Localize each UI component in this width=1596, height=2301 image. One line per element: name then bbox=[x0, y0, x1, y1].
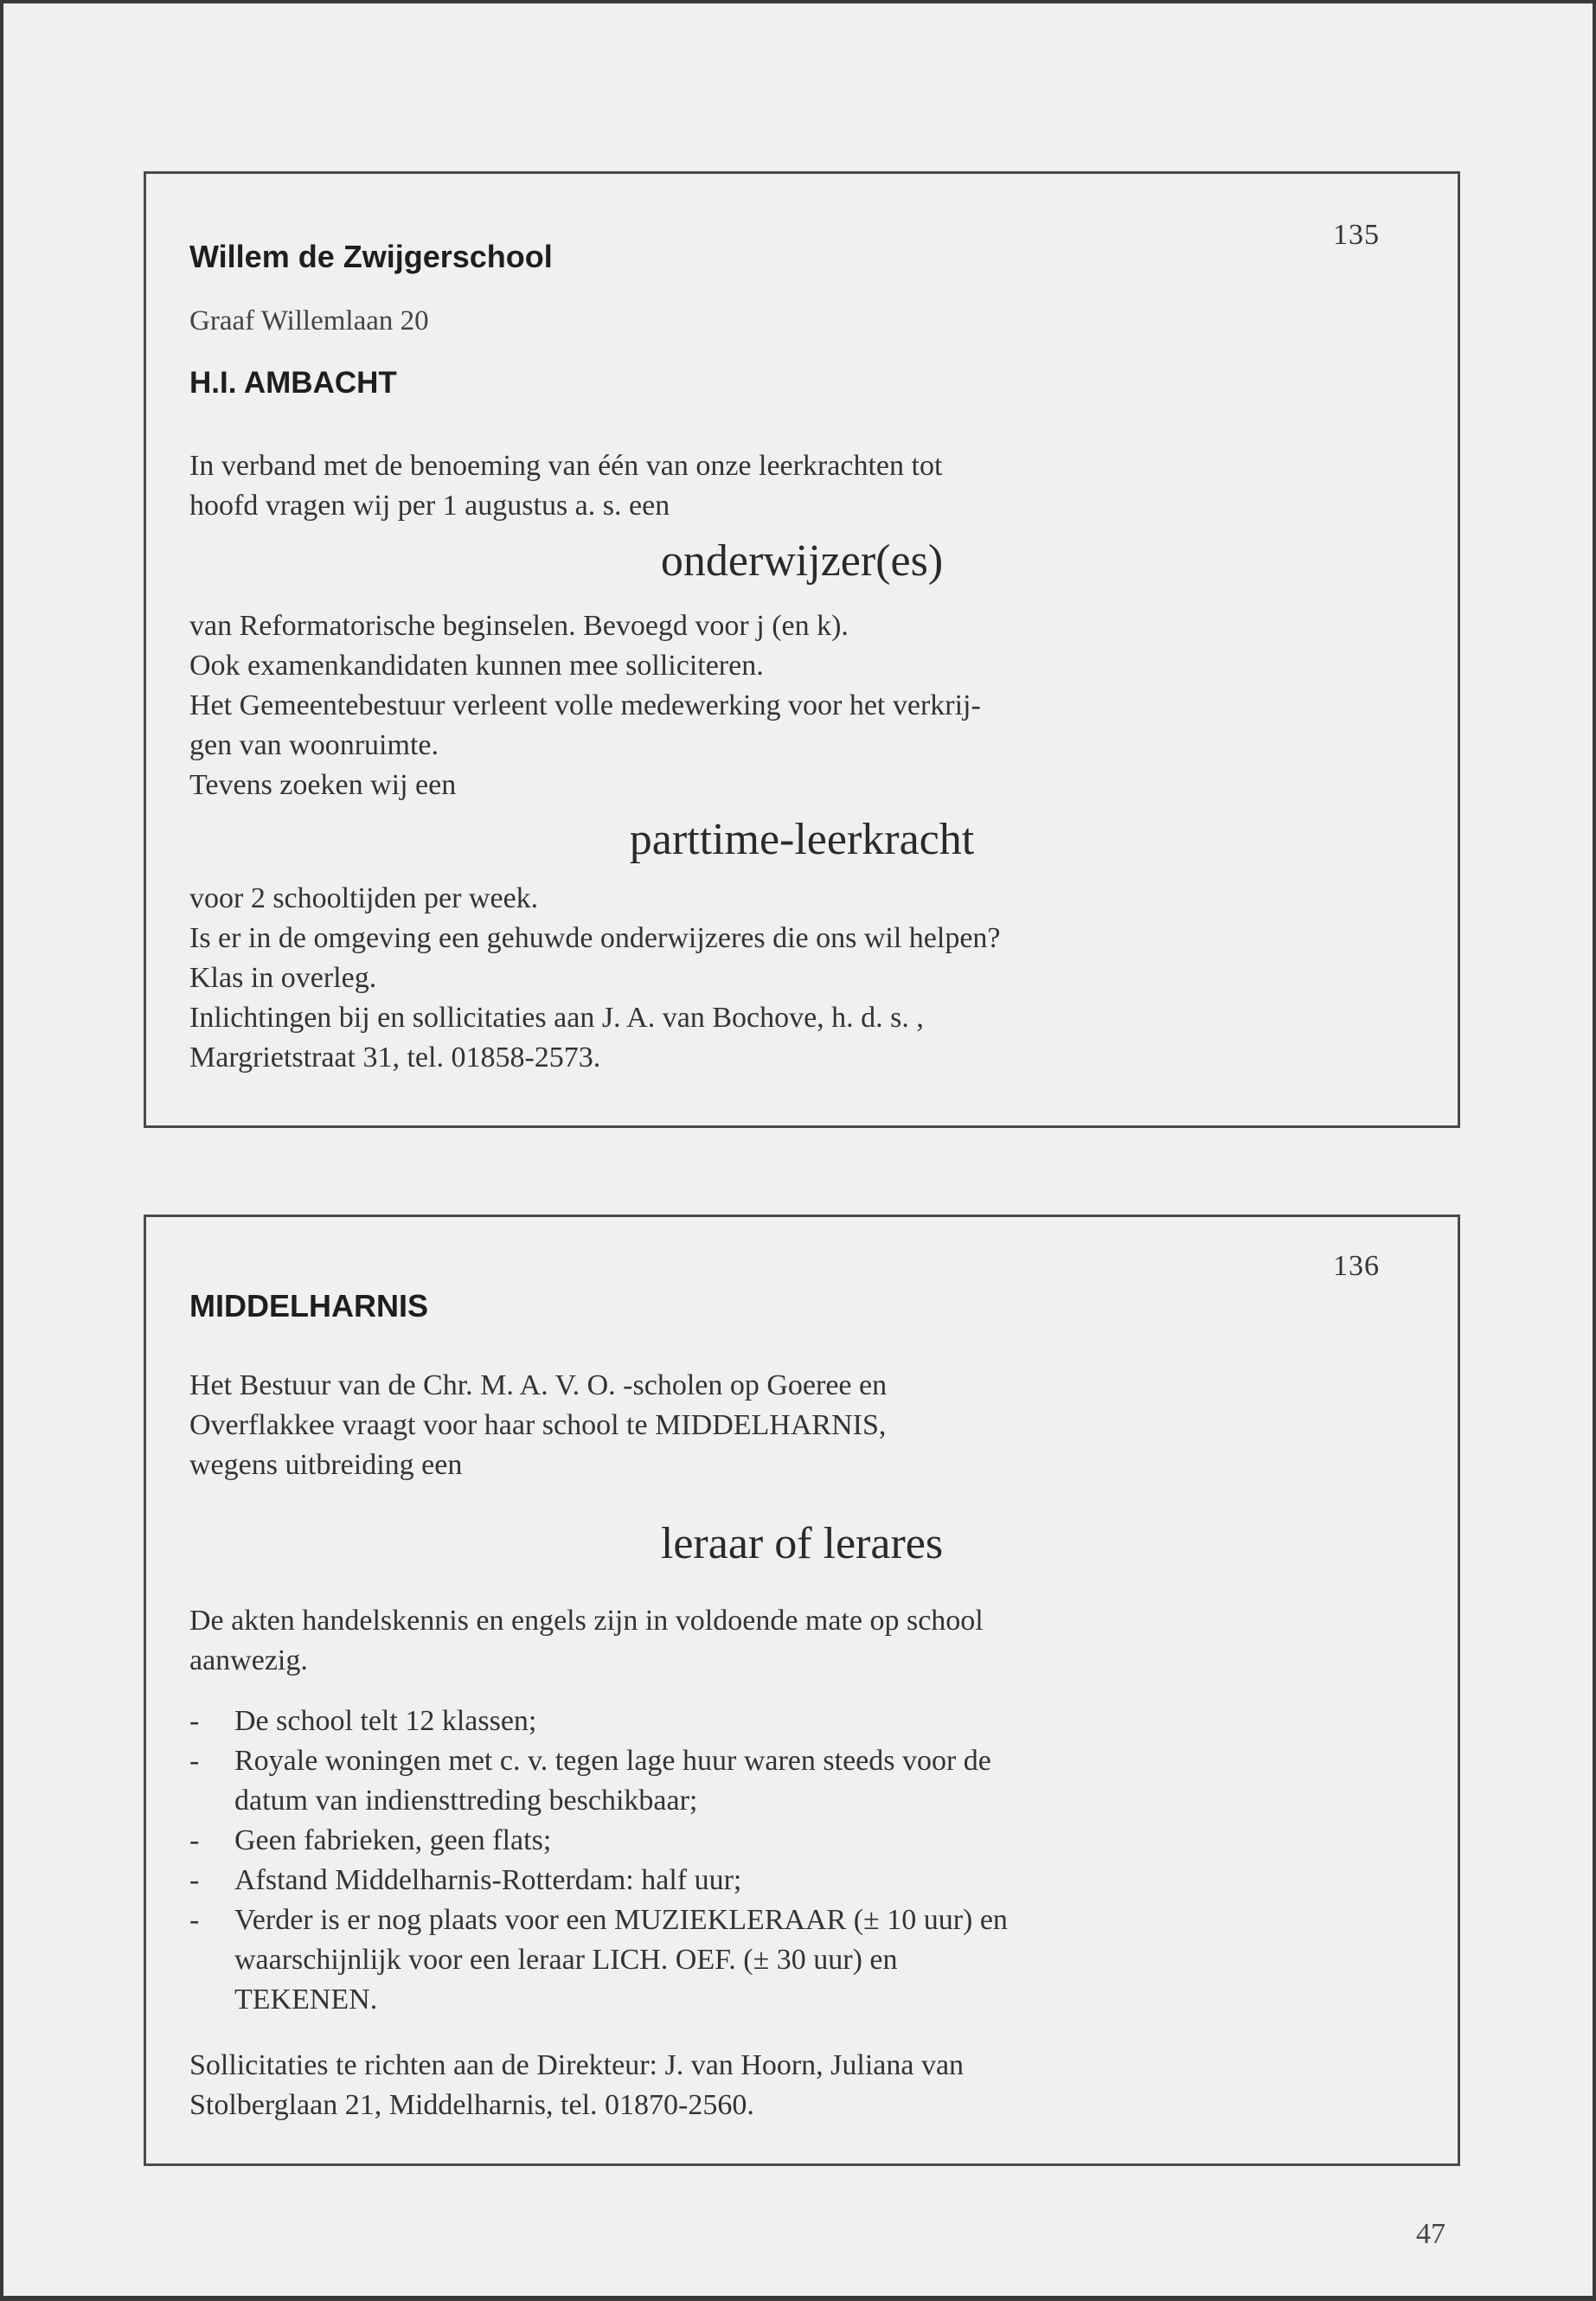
bullet-dash: - bbox=[189, 1705, 200, 1737]
school-city: MIDDELHARNIS bbox=[189, 1288, 428, 1324]
text-line: hoofd vragen wij per 1 augustus a. s. een bbox=[189, 490, 670, 522]
list-item bbox=[189, 1900, 1008, 2020]
list-item bbox=[189, 1741, 1008, 1821]
text-line: Tevens zoeken wij een bbox=[189, 769, 457, 801]
text-line: TEKENEN. bbox=[234, 1984, 378, 2016]
text-line: Klas in overleg. bbox=[189, 962, 377, 994]
body-text bbox=[189, 879, 1001, 1078]
school-city: H.I. AMBACHT bbox=[189, 366, 397, 400]
text-line: datum van indiensttreding beschikbaar; bbox=[234, 1785, 698, 1817]
intro-text bbox=[189, 446, 942, 526]
text-line: Ook examenkandidaten kunnen mee solliciteren. bbox=[189, 650, 764, 682]
text-line: van Reformatorische beginselen. Bevoegd voor j (en k). bbox=[189, 610, 849, 642]
text-line: Royale woningen met c. v. tegen lage huur waren steeds voor de bbox=[234, 1745, 991, 1777]
bullet-dash: - bbox=[189, 1864, 200, 1896]
text-line: Het Gemeentebestuur verleent volle medewerking voor het verkrij- bbox=[189, 689, 981, 721]
closing-text bbox=[189, 2046, 964, 2125]
text-line: Stolberglaan 21, Middelharnis, tel. 01870-2560. bbox=[189, 2089, 754, 2121]
text-line: De school telt 12 klassen; bbox=[234, 1705, 537, 1737]
body-text bbox=[189, 1601, 984, 1681]
bullet-dash: - bbox=[189, 1824, 200, 1856]
position-heading: parttime-leerkracht bbox=[629, 815, 975, 864]
text-line: wegens uitbreiding een bbox=[189, 1449, 463, 1481]
advertisement-136 bbox=[144, 1215, 1460, 2166]
position-heading: leraar of lerares bbox=[660, 1519, 944, 1568]
ad-number: 136 bbox=[1333, 1250, 1380, 1282]
text-line: Sollicitaties te richten aan de Direkteur: J. van Hoorn, Juliana van bbox=[189, 2049, 965, 2081]
body-text bbox=[189, 606, 981, 805]
text-line: In verband met de benoeming van één van onze leerkrachten tot bbox=[189, 450, 943, 482]
list-item bbox=[189, 1821, 1008, 1861]
text-line: Het Bestuur van de Chr. M. A. V. O. -scholen op Goeree en bbox=[189, 1369, 888, 1401]
page-number: 47 bbox=[1416, 2218, 1445, 2250]
text-line: waarschijnlijk voor een leraar LICH. OEF. (± 30 uur) en bbox=[234, 1944, 898, 1976]
text-line: Is er in de omgeving een gehuwde onderwijzeres die ons wil helpen? bbox=[189, 922, 1001, 954]
list-item bbox=[189, 1861, 1008, 1900]
school-name: Willem de Zwijgerschool bbox=[189, 239, 553, 274]
bullet-dash: - bbox=[189, 1745, 200, 1777]
text-line: gen van woonruimte. bbox=[189, 729, 439, 761]
text-line: De akten handelskennis en engels zijn in voldoende mate op school bbox=[189, 1605, 984, 1637]
school-address: Graaf Willemlaan 20 bbox=[189, 305, 429, 336]
text-line: Margrietstraat 31, tel. 01858-2573. bbox=[189, 1042, 601, 1074]
position-heading: onderwijzer(es) bbox=[660, 536, 944, 586]
intro-text bbox=[189, 1366, 887, 1485]
text-line: Inlichtingen bij en sollicitaties aan J. A. van Bochove, h. d. s. , bbox=[189, 1002, 924, 1034]
list-item bbox=[189, 1702, 1008, 1741]
text-line: Geen fabrieken, geen flats; bbox=[234, 1824, 552, 1856]
advertisement-135 bbox=[144, 171, 1460, 1128]
bullet-dash: - bbox=[189, 1904, 200, 1936]
text-line: Verder is er nog plaats voor een MUZIEKLERAAR (± 10 uur) en bbox=[234, 1904, 1008, 1936]
ad-number: 135 bbox=[1333, 219, 1380, 251]
text-line: Overflakkee vraagt voor haar school te MIDDELHARNIS, bbox=[189, 1409, 887, 1441]
text-line: aanwezig. bbox=[189, 1644, 308, 1676]
text-line: Afstand Middelharnis-Rotterdam: half uur; bbox=[234, 1864, 742, 1896]
conditions-list bbox=[189, 1702, 1008, 2020]
text-line: voor 2 schooltijden per week. bbox=[189, 882, 539, 914]
